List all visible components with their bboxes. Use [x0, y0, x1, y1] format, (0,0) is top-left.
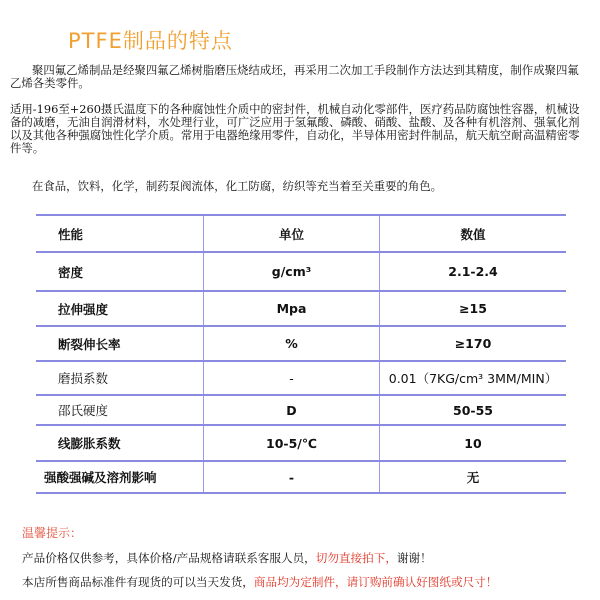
table-row [36, 252, 566, 291]
table-row [36, 361, 566, 395]
row-unit: % [204, 326, 380, 361]
row-value: 50-55 [380, 395, 567, 425]
header-unit: 单位 [204, 215, 380, 252]
industry-paragraph: 在食品，饮料，化学，制药泵阀流体，化工防腐，纺织等充当着至关重要的角色。 [32, 179, 443, 193]
row-property: 邵氏硬度 [36, 395, 204, 425]
row-property: 密度 [36, 252, 204, 291]
row-property: 线膨胀系数 [36, 425, 204, 461]
row-value: 2.1-2.4 [380, 252, 567, 291]
row-value: 0.01（7KG/cm³ 3MM/MIN） [380, 361, 567, 395]
row-unit: g/cm³ [204, 252, 380, 291]
tip-line-shipping [22, 575, 582, 590]
header-property: 性能 [36, 215, 204, 252]
tip-warning: 切勿直接拍下， [315, 551, 397, 565]
row-value: ≥15 [380, 291, 567, 326]
table-row [36, 291, 566, 326]
row-unit: - [204, 461, 380, 493]
page-title: PTFE制品的特点 [68, 29, 233, 53]
tip-text: 本店所售商品标准件有现货的可以当天发货， [22, 575, 254, 589]
row-property: 拉伸强度 [36, 291, 204, 326]
tip-text: 产品价格仅供参考，具体价格/产品规格请联系客服人员， [22, 551, 316, 565]
row-property: 强酸强碱及溶剂影响 [36, 461, 204, 493]
header-value: 数值 [380, 215, 567, 252]
row-value: 10 [380, 425, 567, 461]
intro-paragraph: 聚四氟乙烯制品是经聚四氟乙烯树脂磨压烧结成坯，再采用二次加工手段制作方法达到其精度，制作成聚四氟乙烯各类零件。 [10, 63, 579, 90]
application-paragraph: 适用-196至+260摄氏温度下的各种腐蚀性介质中的密封件，机械自动化零部件，医疗药品防腐蚀性容器，机械设备的减磨，无油自润滑材料，水处理行业，可广泛应用于氢氟酸、磷酸、硝酸、盐酸、及各种有机溶剂、强氧化剂以及其他各种强腐蚀性化学介质。常用于电器绝缘用零件，自动化，半导体用密封件制品，航天航空耐高温精密零件等。 [10, 102, 580, 155]
row-property: 断裂伸长率 [36, 326, 204, 361]
row-unit: - [204, 361, 380, 395]
tip-line-price [22, 551, 582, 566]
row-unit: D [204, 395, 380, 425]
table-header-row [36, 215, 566, 252]
table-row [36, 425, 566, 461]
properties-table [36, 214, 566, 494]
tip-thanks: 谢谢！ [396, 551, 432, 565]
row-property: 磨损系数 [36, 361, 204, 395]
table-row [36, 461, 566, 493]
tips-heading: 温馨提示： [22, 526, 83, 540]
row-value: 无 [380, 461, 567, 493]
table-row [36, 395, 566, 425]
row-value: ≥170 [380, 326, 567, 361]
row-unit: 10-5/℃ [204, 425, 380, 461]
table-row [36, 326, 566, 361]
tip-warning: 商品均为定制件，请订购前确认好图纸或尺寸！ [253, 575, 498, 589]
row-unit: Mpa [204, 291, 380, 326]
